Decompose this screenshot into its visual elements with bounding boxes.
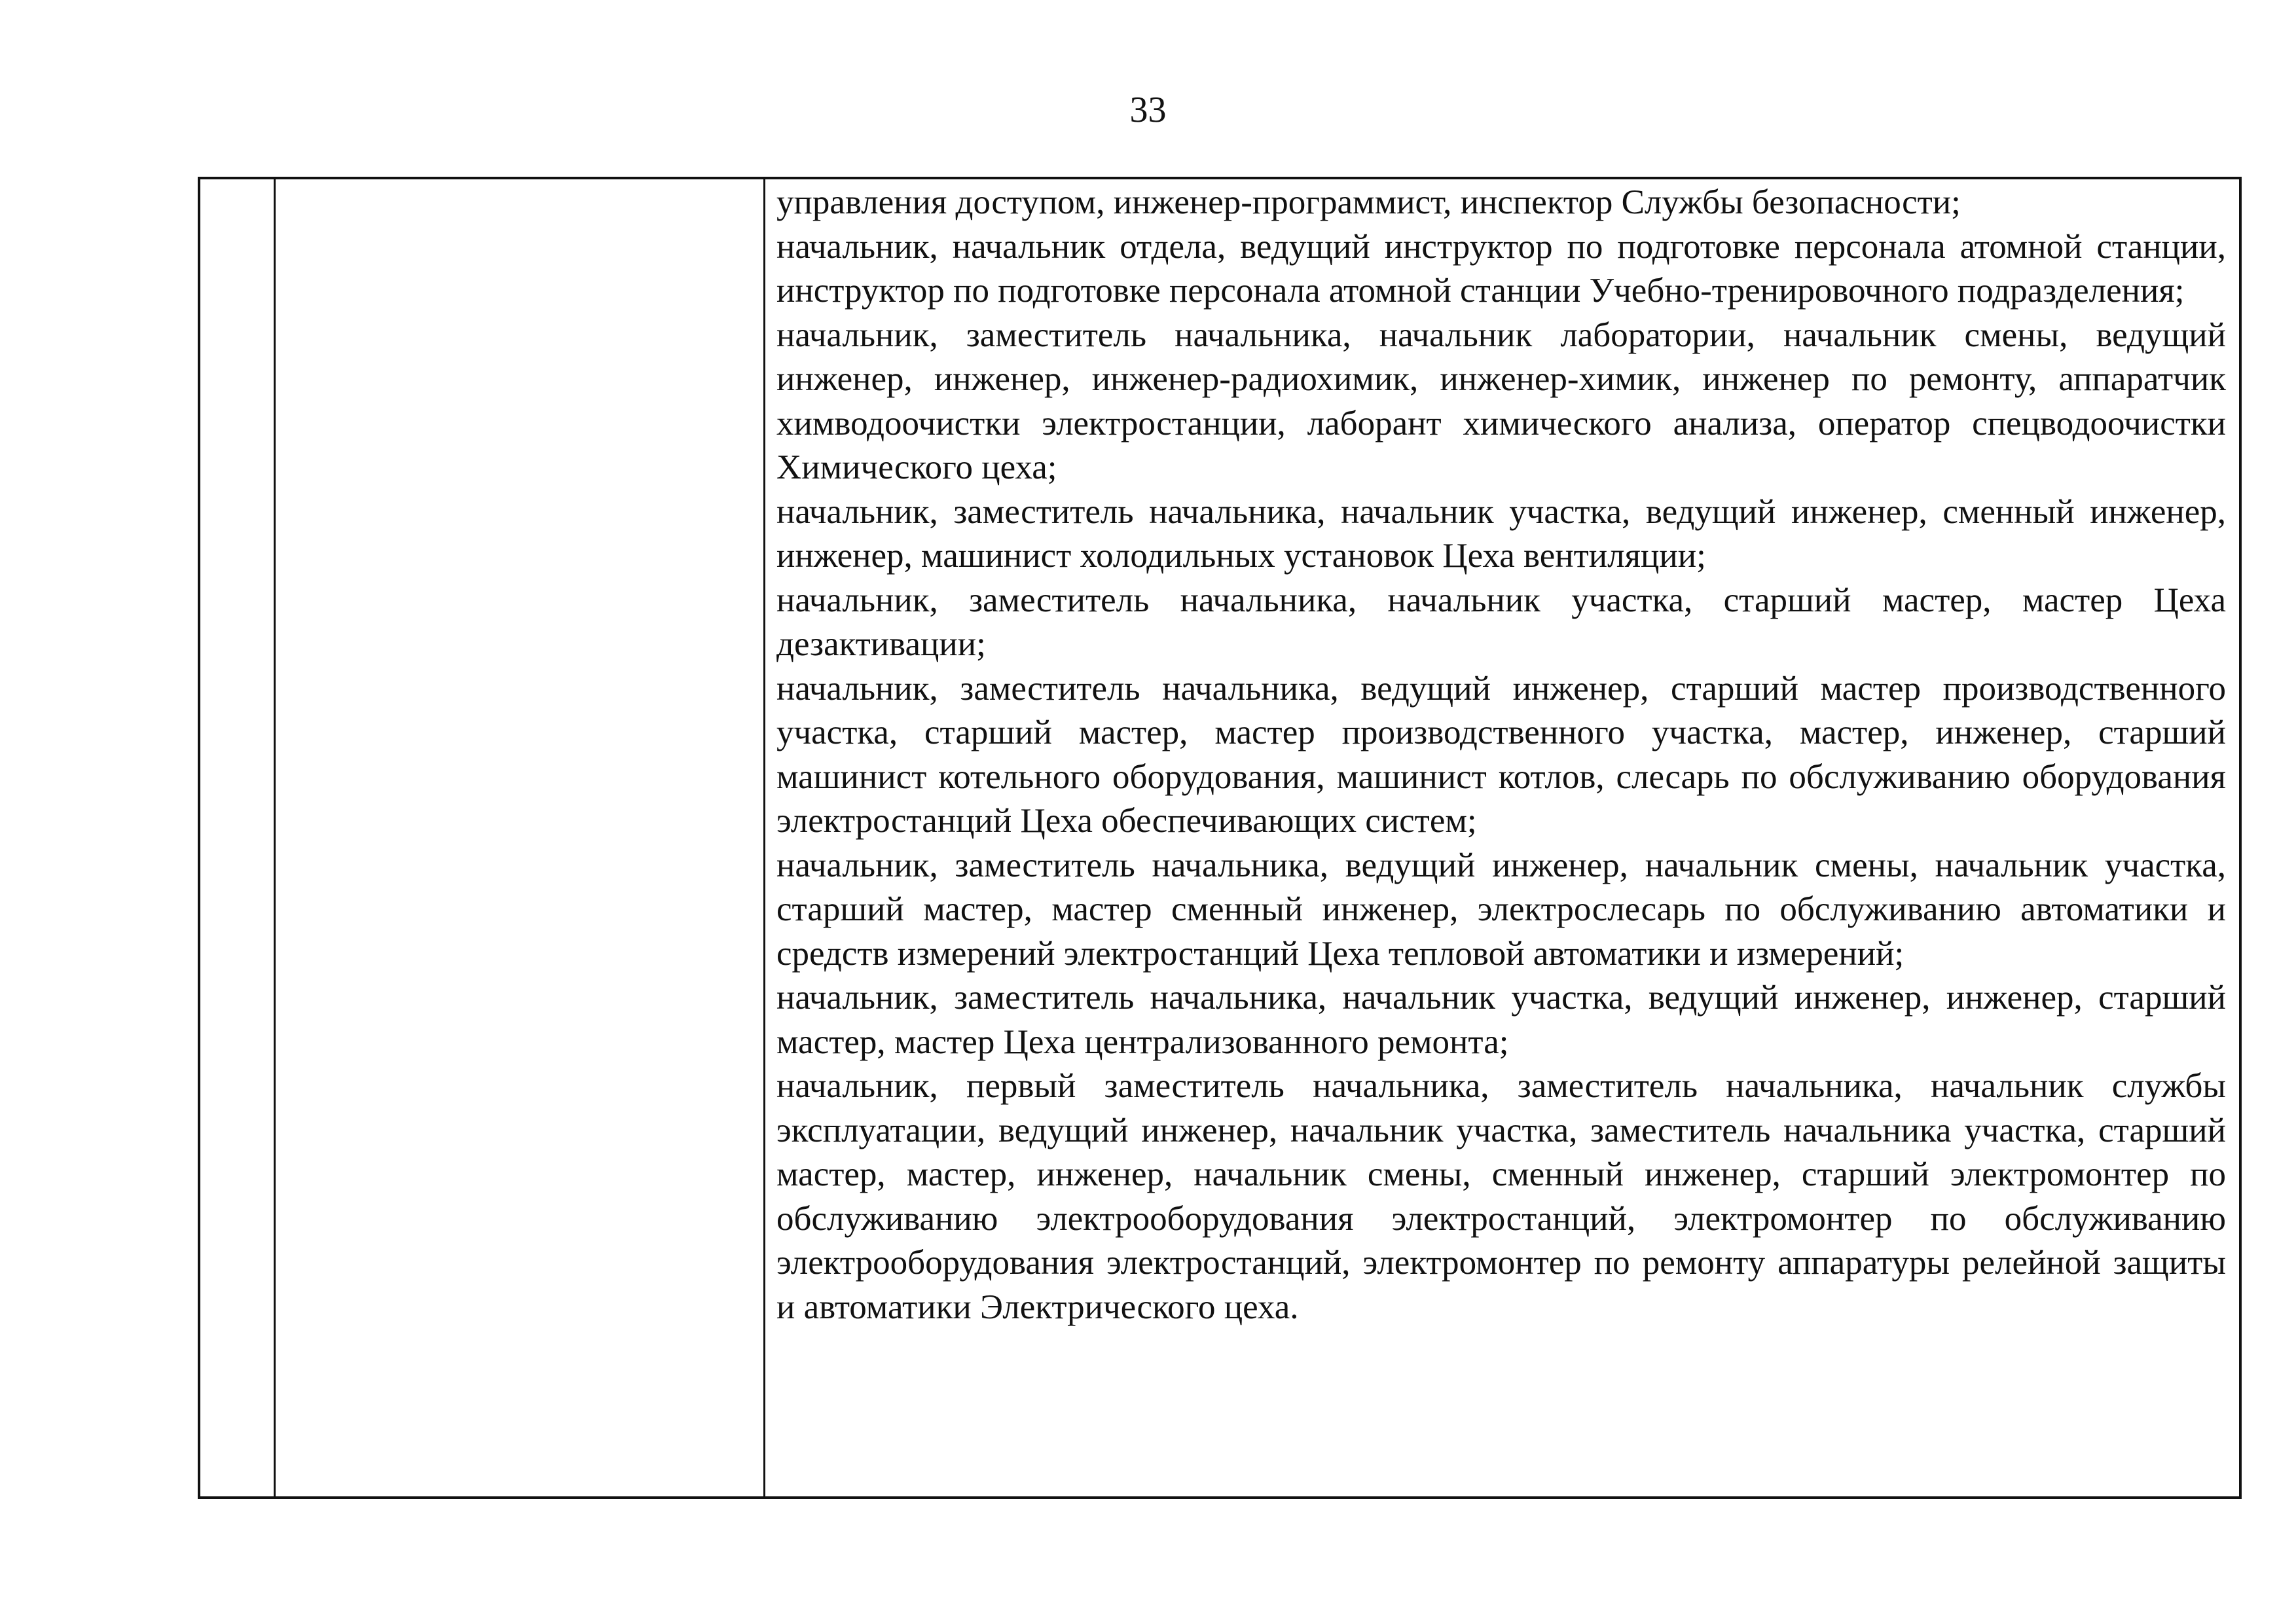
- positions-paragraph: начальник, заместитель начальника, ведущий инженер, начальник смены, начальник участка, старший мастер, мастер сменный инженер, электрослесарь по обслуживанию автоматики и средств измерений электростанций Цеха тепловой автоматики и измерений;: [776, 846, 2226, 973]
- positions-paragraph: начальник, первый заместитель начальника, заместитель начальника, начальник службы эксплуатации, ведущий инженер, начальник участка, заместитель начальника участка, старший мастер, мастер, инженер, начальник смены, сменный инженер, старший электромонтер по обслуживанию электрооборудования электростанций, электромонтер по обслуживанию электрооборудования электростанций, электромонтер по ремонту аппаратуры релейной защиты и автоматики Электрического цеха.: [776, 1067, 2226, 1326]
- positions-paragraph: управления доступом, инженер-программист, инспектор Службы безопасности;: [776, 183, 1961, 221]
- positions-paragraph: начальник, заместитель начальника, ведущий инженер, старший мастер производственного участка, старший мастер, мастер производственного участка, мастер, инженер, старший машинист котельного оборудования, машинист котлов, слесарь по обслуживанию оборудования электростанций Цеха обеспечивающих систем;: [776, 669, 2226, 840]
- document-table: [198, 177, 2242, 1499]
- table-cell-positions: [765, 179, 2239, 1496]
- positions-paragraph: начальник, заместитель начальника, начальник участка, ведущий инженер, сменный инженер, инженер, машинист холодильных установок Цеха вентиляции;: [776, 492, 2226, 575]
- table-cell-number: [200, 179, 276, 1496]
- page-number: 33: [1129, 90, 1167, 130]
- positions-paragraph: начальник, начальник отдела, ведущий инструктор по подготовке персонала атомной станции, инструктор по подготовке персонала атомной станции Учебно-тренировочного подразделения;: [776, 227, 2226, 310]
- positions-paragraph: начальник, заместитель начальника, начальник участка, старший мастер, мастер Цеха дезактивации;: [776, 581, 2226, 663]
- positions-paragraph: начальник, заместитель начальника, начальник участка, ведущий инженер, инженер, старший мастер, мастер Цеха централизованного ремонта;: [776, 979, 2226, 1061]
- positions-paragraph: начальник, заместитель начальника, начальник лаборатории, начальник смены, ведущий инженер, инженер, инженер-радиохимик, инженер-химик, инженер по ремонту, аппаратчик химводоочистки электростанции, лаборант химического анализа, оператор спецводоочистки Химического цеха;: [776, 316, 2226, 486]
- table-cell-category: [276, 179, 765, 1496]
